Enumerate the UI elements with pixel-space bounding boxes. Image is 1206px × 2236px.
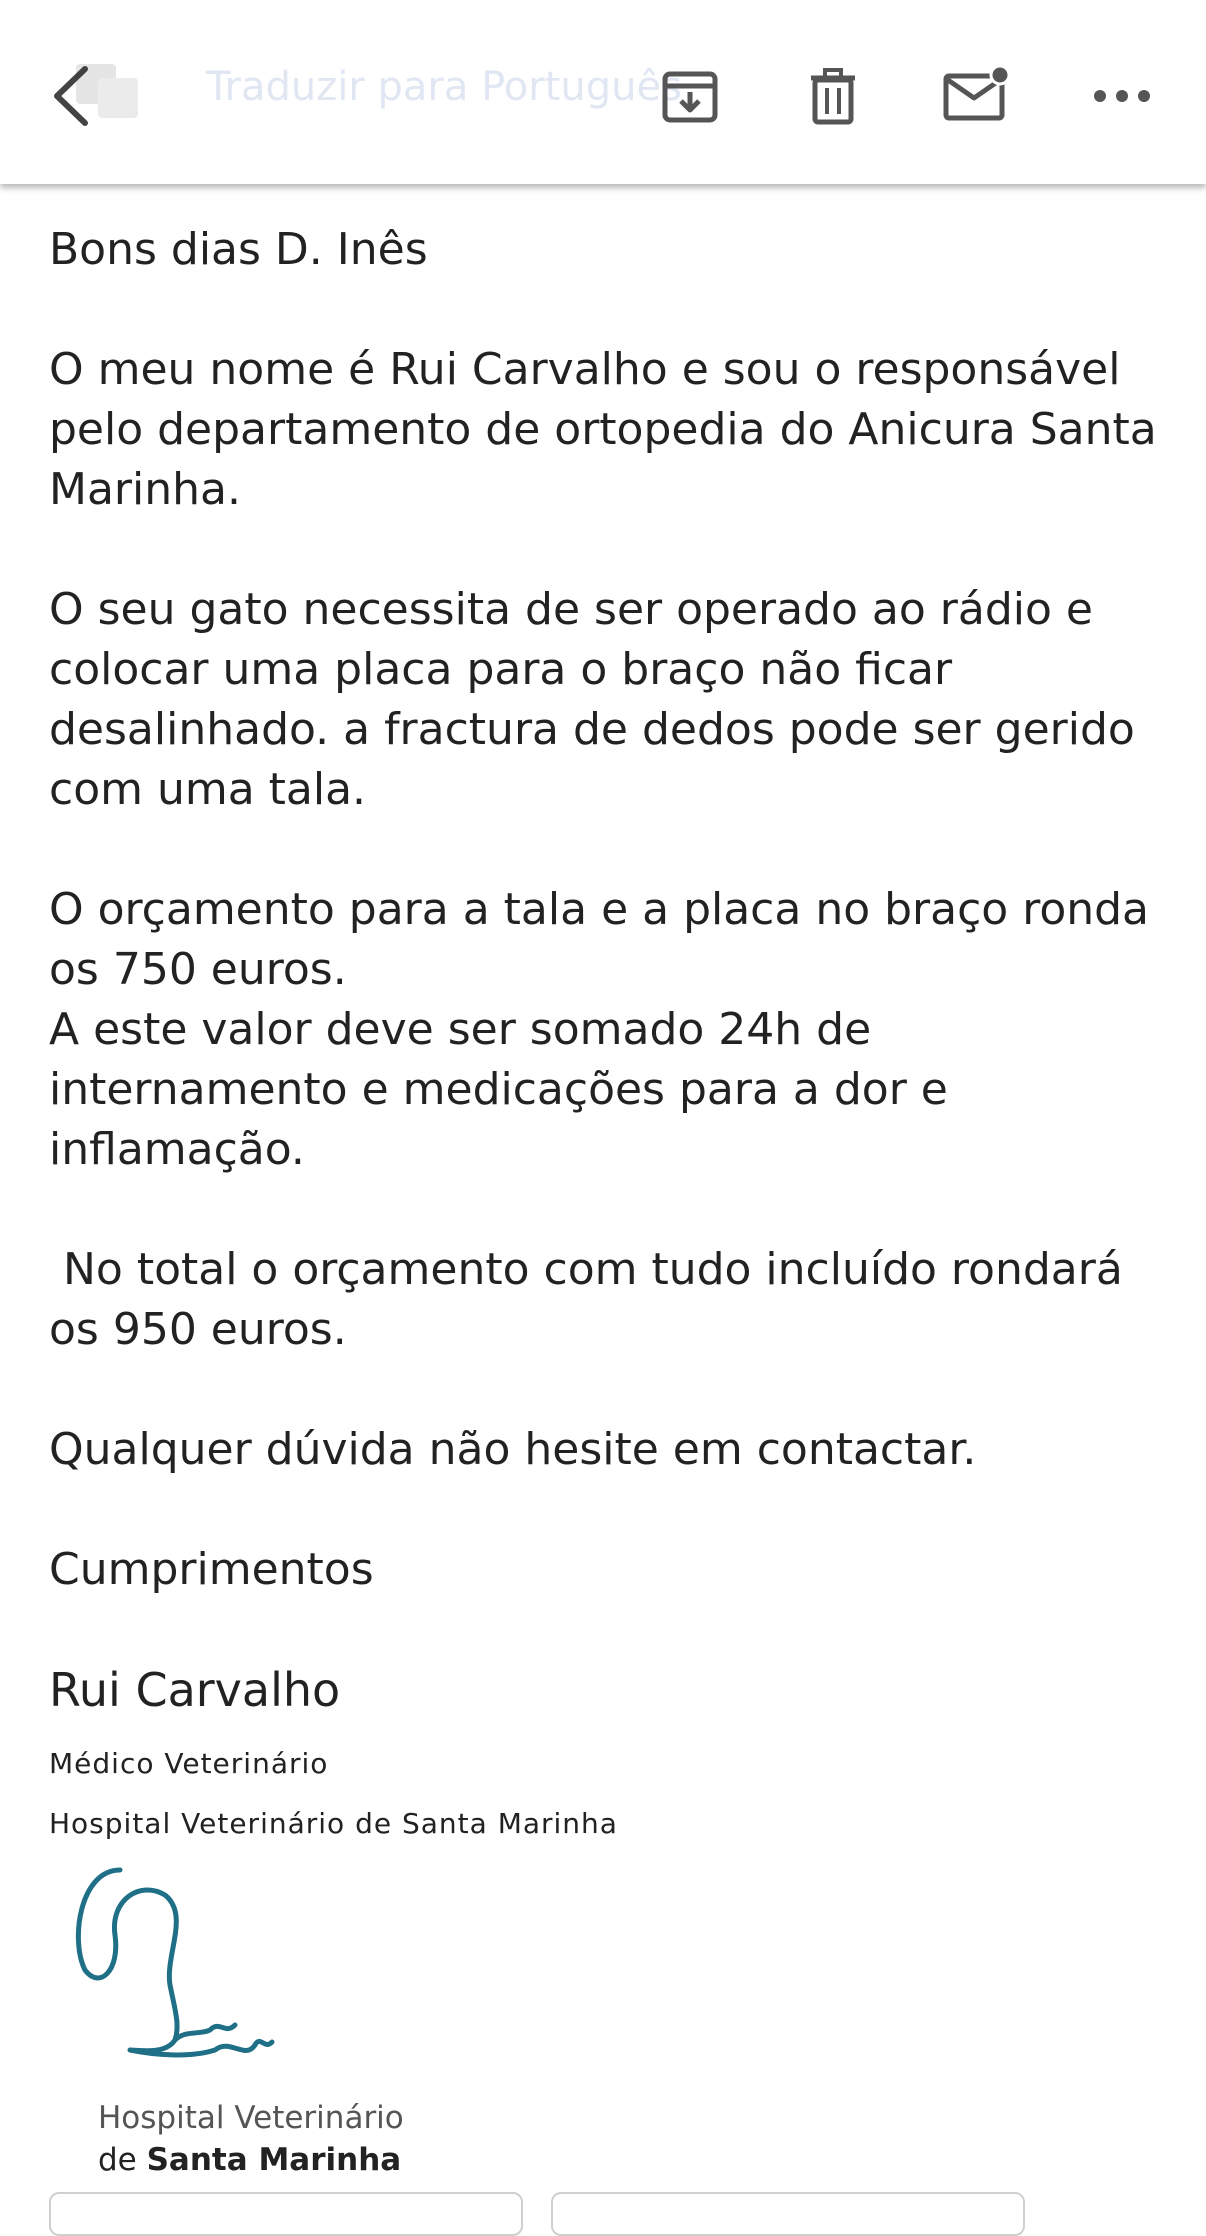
trash-icon[interactable] — [793, 56, 873, 136]
signature-organization: Hospital Veterinário de Santa Marinha — [49, 1807, 618, 1840]
forward-button[interactable] — [551, 2192, 1025, 2236]
email-toolbar — [0, 0, 1206, 184]
hospital-logo — [60, 1860, 404, 2190]
email-paragraph: O meu nome é Rui Carvalho e sou o responsável pelo departamento de ortopedia do Anicura Santa Marinha. — [49, 344, 1157, 515]
email-paragraph: O orçamento para a tala e a placa no braço ronda os 750 euros. — [49, 884, 1150, 995]
email-paragraph: No total o orçamento com tudo incluído rondará os 950 euros. — [49, 1244, 1137, 1355]
email-body — [49, 220, 1179, 1854]
logo-text-line1: Hospital Veterinário — [98, 2100, 404, 2136]
logo-text-line2: de Santa Marinha — [98, 2142, 402, 2178]
reply-button[interactable] — [49, 2192, 523, 2236]
translate-label[interactable]: Traduzir para Português — [206, 64, 682, 110]
email-paragraph: Qualquer dúvida não hesite em contactar. — [49, 1424, 977, 1475]
email-paragraph: A este valor deve ser somado 24h de internamento e medicações para a dor e inflamação. — [49, 1004, 948, 1175]
email-paragraph: O seu gato necessita de ser operado ao rádio e colocar uma placa para o braço não ficar desalinhado. a fractura de dedos pode ser gerido com uma tala. — [49, 584, 1135, 815]
email-closing: Cumprimentos — [49, 1544, 374, 1595]
signature-name: Rui Carvalho — [49, 1663, 341, 1717]
more-icon[interactable] — [1082, 56, 1162, 136]
cat-line-logo-icon — [60, 1860, 400, 2100]
translate-icon[interactable] — [72, 56, 142, 126]
mark-unread-icon[interactable] — [937, 56, 1017, 136]
archive-icon[interactable] — [650, 56, 730, 136]
email-greeting: Bons dias D. Inês — [49, 224, 428, 275]
signature-title: Médico Veterinário — [49, 1747, 329, 1780]
